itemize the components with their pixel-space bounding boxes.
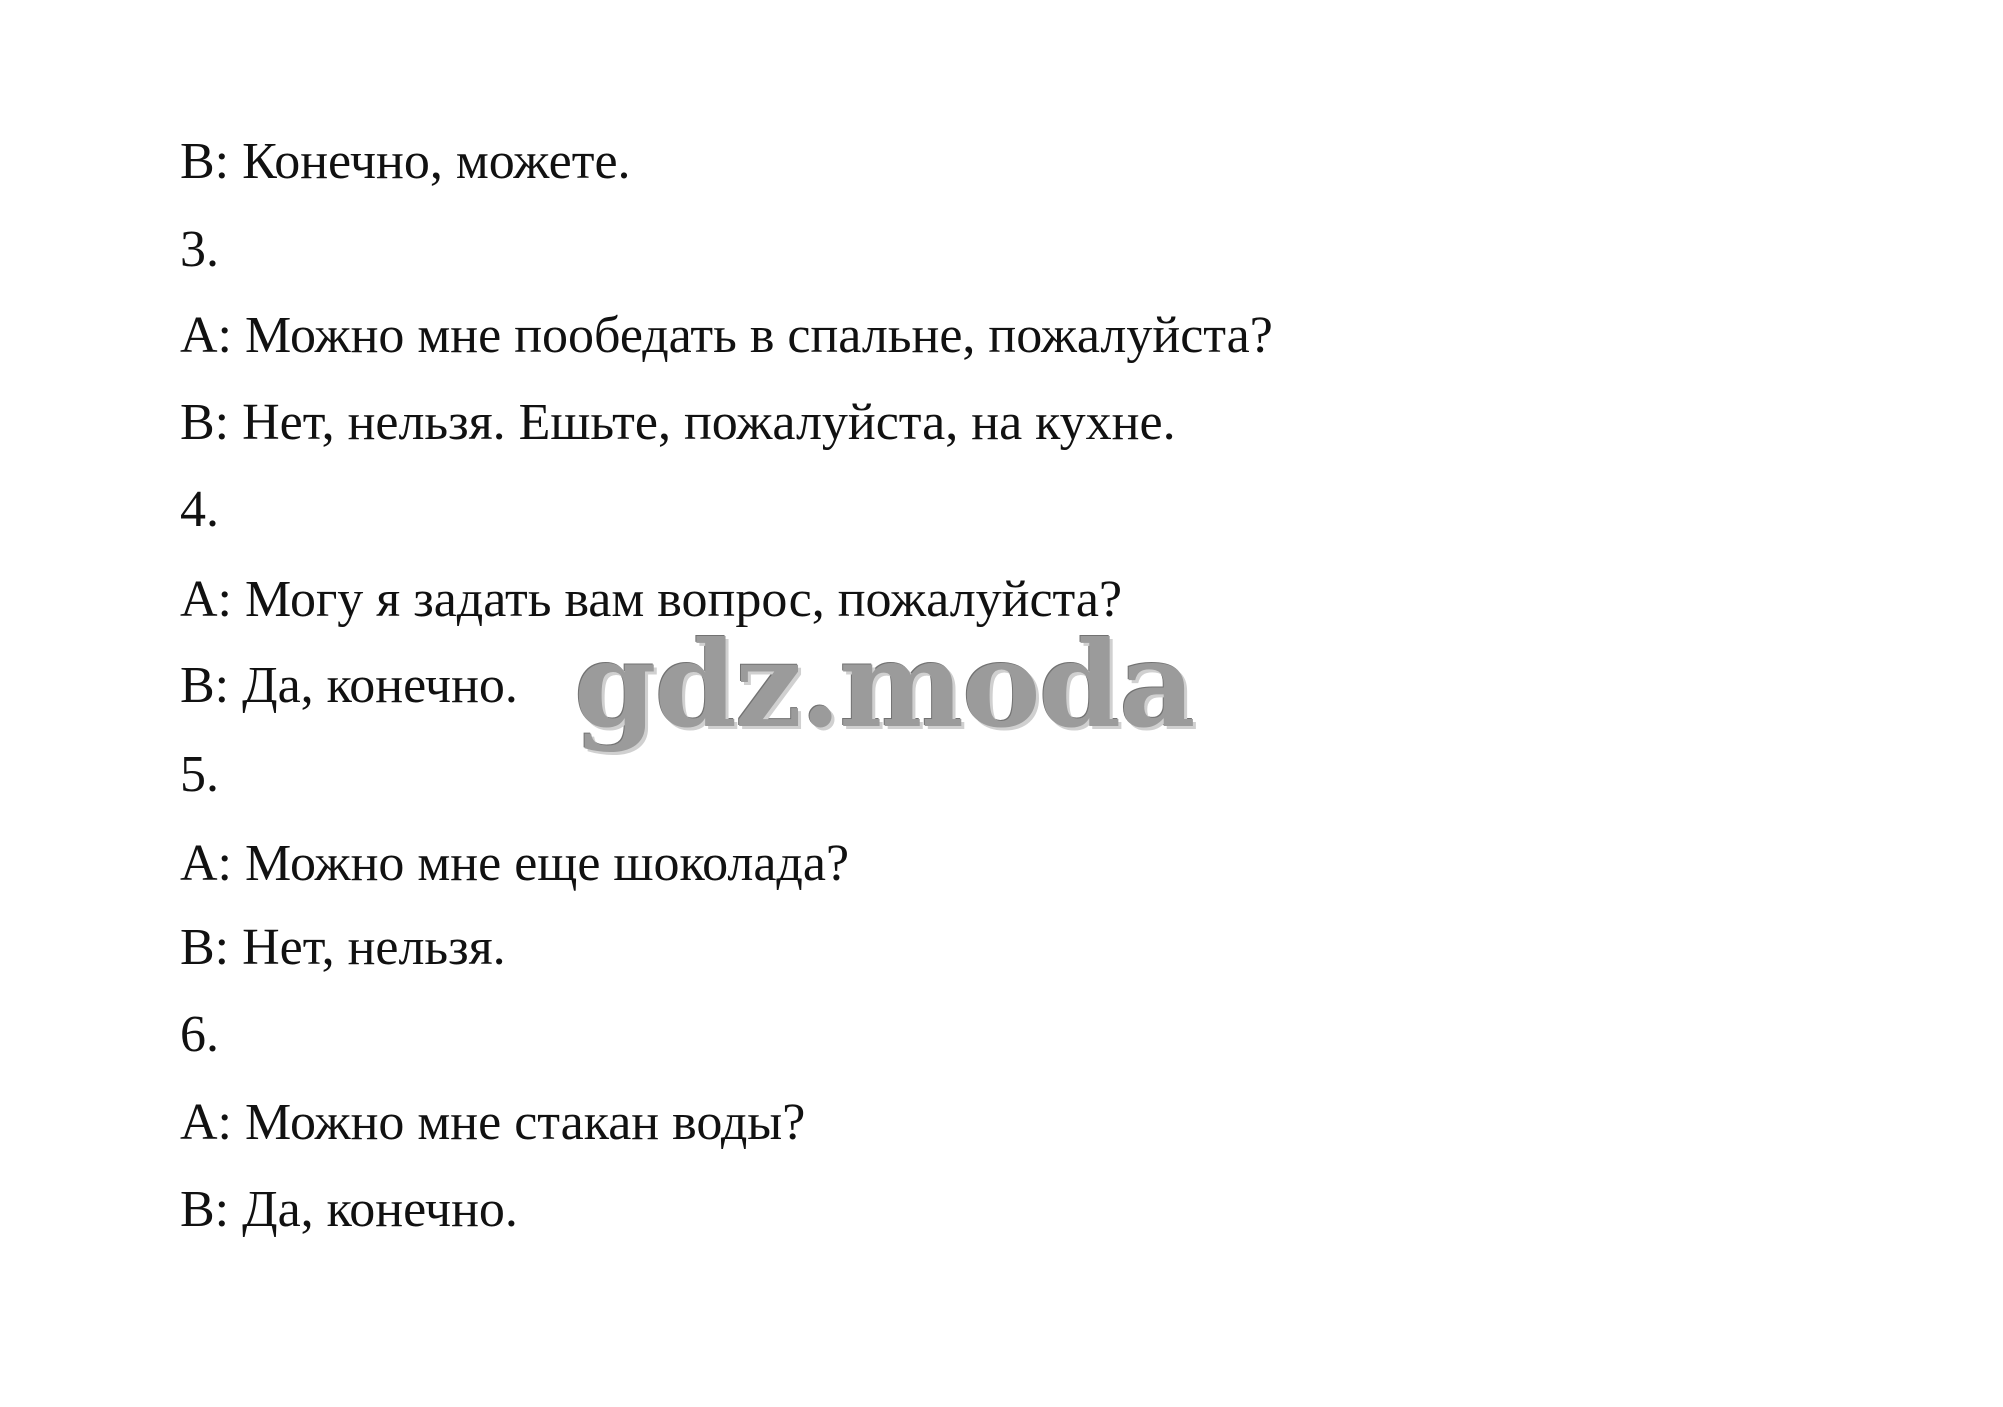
- item-number-5: 5.: [180, 746, 219, 803]
- dialogue-line-a-question-4: A: Могу я задать вам вопрос, пожалуйста?: [180, 571, 1123, 628]
- watermark-logo: gdz.moda: [574, 615, 1194, 754]
- dialogue-line-b-answer-3: B: Нет, нельзя. Ешьте, пожалуйста, на кухне.: [180, 394, 1176, 451]
- dialogue-line-b-answer-6: B: Да, конечно.: [180, 1181, 518, 1238]
- dialogue-line-b-answer-5: B: Нет, нельзя.: [180, 919, 506, 976]
- item-number-4: 4.: [180, 481, 219, 538]
- dialogue-line-a-question-5: A: Можно мне еще шоколада?: [180, 835, 850, 892]
- dialogue-line-b-answer-4: B: Да, конечно.: [180, 657, 518, 714]
- dialogue-line-a-question-6: A: Можно мне стакан воды?: [180, 1094, 806, 1151]
- dialogue-line-b-answer-2: B: Конечно, можете.: [180, 133, 631, 190]
- item-number-6: 6.: [180, 1006, 219, 1063]
- dialogue-line-a-question-3: A: Можно мне пообедать в спальне, пожалуйста?: [180, 307, 1273, 364]
- item-number-3: 3.: [180, 221, 219, 278]
